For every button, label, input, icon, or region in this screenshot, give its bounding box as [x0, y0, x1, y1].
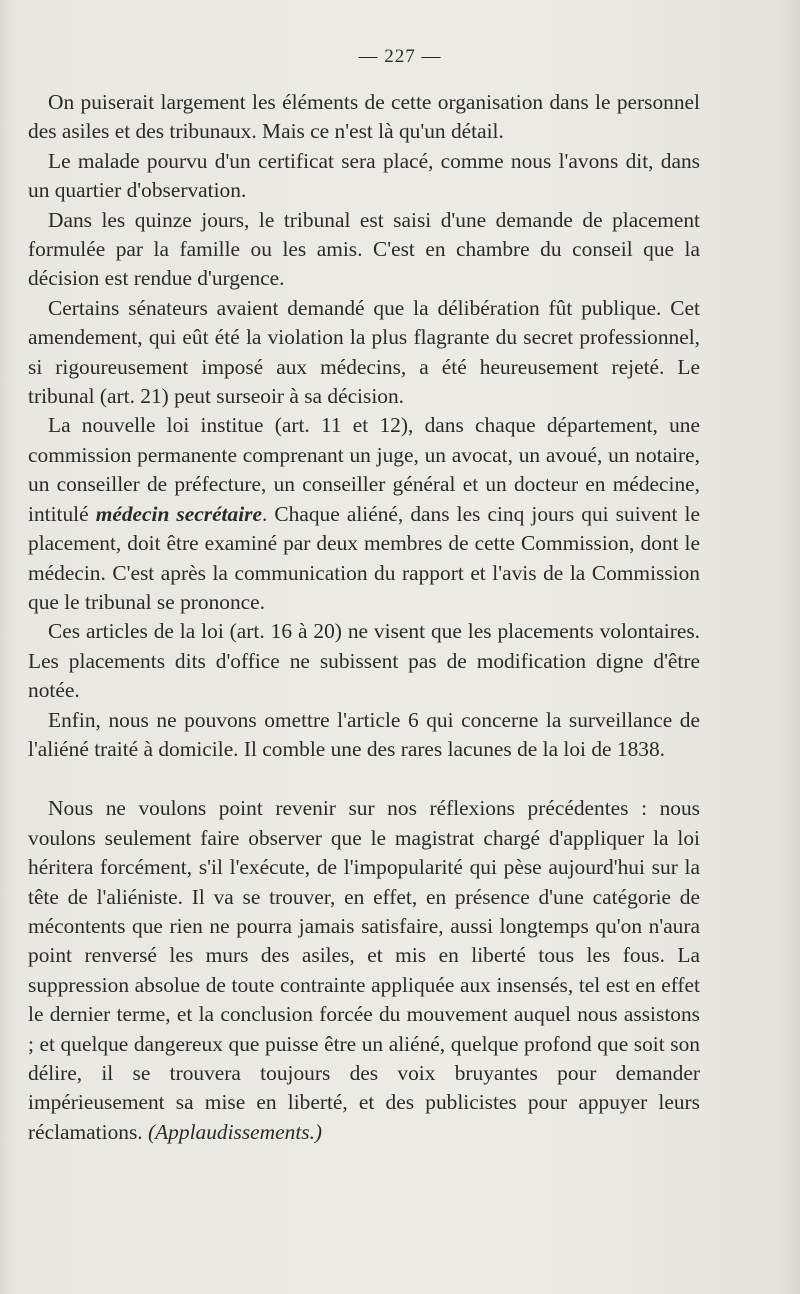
paragraph: Certains sénateurs avaient demandé que la délibération fût publique. Cet amendement, qui eût été la violation la plus flagrante du secret professionnel, si rigoureusement imposé aux médecins, a été heureusement rejeté. Le tribunal (art. 21) peut surseoir à sa décision. — [28, 295, 700, 409]
paragraph: Ces articles de la loi (art. 16 à 20) ne visent que les placements volontaires. Les placements dits d'office ne subissent pas de modification digne d'être notée. — [28, 619, 700, 703]
page-number: — 227 — — [358, 46, 442, 67]
paragraph: Dans les quinze jours, le tribunal est saisi d'une demande de placement formulée par la famille ou les amis. C'est en chambre du conseil que la décision est rendue d'urgence. — [28, 207, 700, 291]
applause-note: (Applaudissements.) — [147, 1119, 323, 1144]
paragraph: Enfin, nous ne pouvons omettre l'article 6 qui concerne la surveillance de l'aliéné traité à domicile. Il comble une des rares lacunes de la loi de 1838. — [28, 707, 700, 761]
paragraph: Le malade pourvu d'un certificat sera placé, comme nous l'avons dit, dans un quartier d'observation. — [28, 148, 700, 203]
paragraph-text: . Chaque aliéné, dans les cinq jours qui suivent le placement, doit être examiné par deux membres de cette Commission, dont le médecin. C'est après la communication du rapport et l'avis de la Commission que le tribunal se prononce. — [28, 501, 700, 614]
emphasis-term: médecin secrétaire — [95, 501, 262, 526]
paragraph-text: Nous ne voulons point revenir sur nos réflexions précédentes : nous voulons seulement faire observer que le magistrat chargé d'appliquer la loi héritera forcément, s'il l'exécute, de l'impopularité qui pèse aujourd'hui sur la tête de l'aliéniste. Il va se trouver, en effet, en présence d'une catégorie de mécontents que rien ne pourra jamais satisfaire, aussi longtemps qu'on n'aura point renversé les murs des asiles, et mis en liberté tous les fous. La suppression absolue de toute contrainte appliquée aux insensés, tel est en effet le dernier terme, et la conclusion forcée du mouvement auquel nous assistons ; et quelque dangereux que puisse être un aliéné, quelque profond que soit son délire, il se trouvera toujours des voix bruyantes pour demander impérieusement sa mise en liberté, et des publicistes pour appuyer leurs réclamations. — [28, 796, 700, 1144]
paragraph — [28, 411, 700, 617]
paragraph — [28, 794, 700, 1147]
body-text — [28, 88, 700, 1147]
paragraph: On puiserait largement les éléments de cette organisation dans le personnel des asiles et des tribunaux. Mais ce n'est là qu'un détail. — [28, 90, 700, 144]
paragraph-text: La nouvelle loi institue (art. 11 et 12), dans chaque département, une commission permanente comprenant un juge, un avocat, un avoué, un notaire, un conseiller de préfecture, un conseiller général et un docteur en médecine, intitulé — [28, 413, 700, 526]
